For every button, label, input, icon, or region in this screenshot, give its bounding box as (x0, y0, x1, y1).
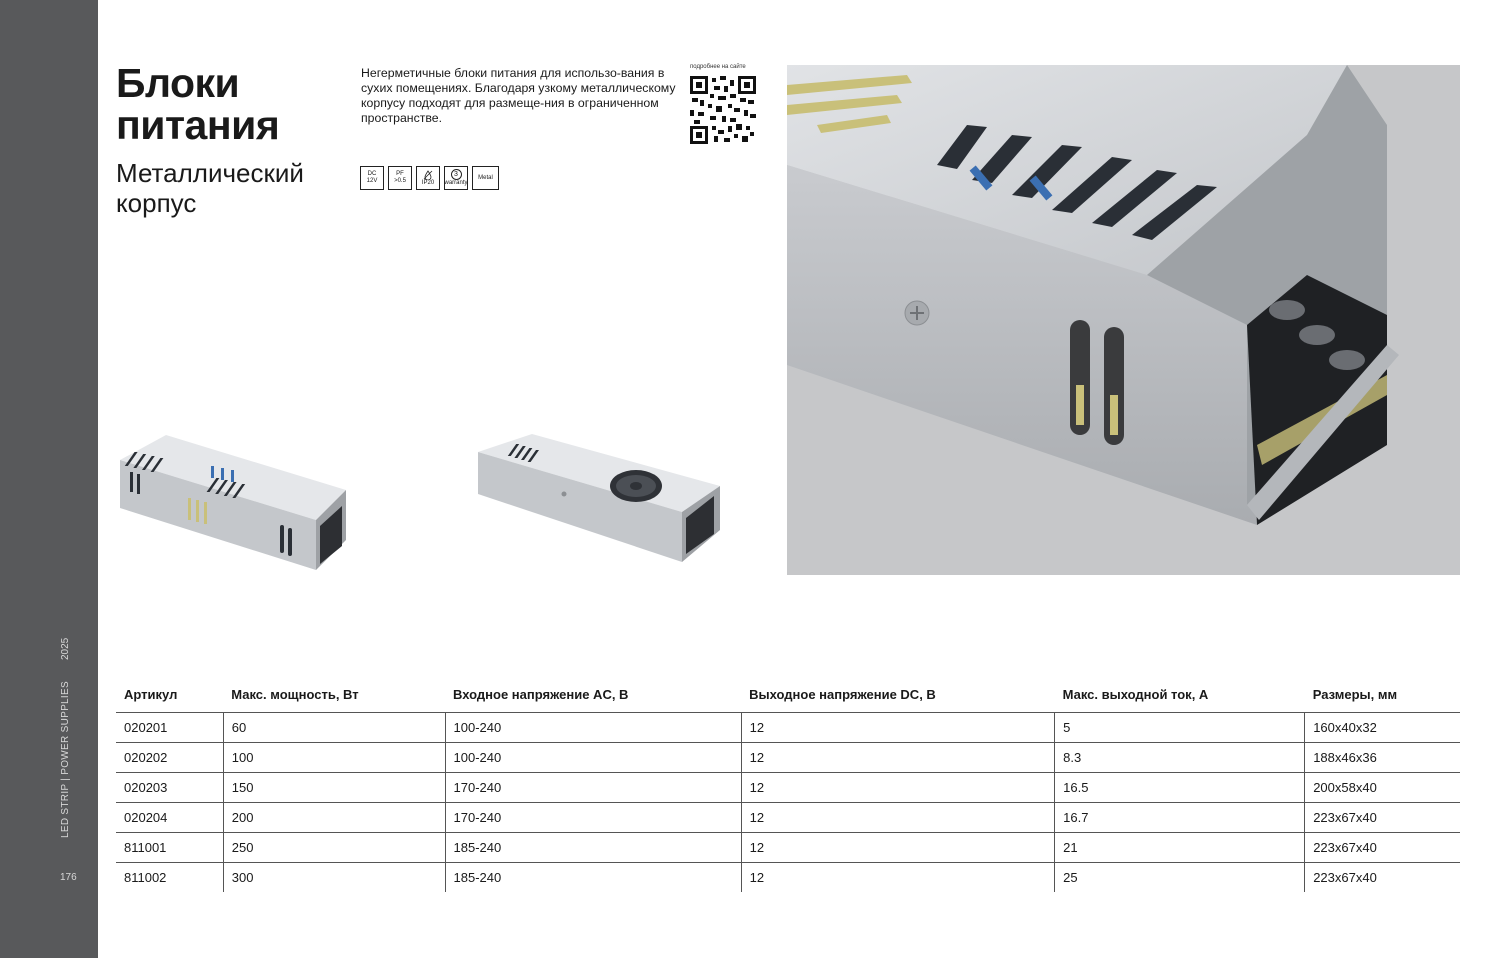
table-row (116, 863, 1460, 893)
table-row (116, 833, 1460, 863)
icon-bottom-text: IP20 (421, 179, 435, 186)
page-subtitle (116, 158, 304, 218)
table-cell: 185-240 (445, 833, 741, 863)
table-cell: 200 (223, 803, 445, 833)
warranty-icon (444, 166, 468, 190)
table-cell: 12 (741, 803, 1055, 833)
table-cell: 16.5 (1055, 773, 1305, 803)
table-cell: 21 (1055, 833, 1305, 863)
table-cell: 020203 (116, 773, 223, 803)
icon-bottom-text: warranty (444, 180, 468, 186)
qr-label: подробнее на сайте (690, 64, 746, 70)
table-cell: 188x46x36 (1305, 743, 1460, 773)
icon-bottom-text: >0.5 (394, 178, 406, 184)
product-closeup-photo (787, 65, 1460, 575)
table-cell: 020204 (116, 803, 223, 833)
column-header: Размеры, мм (1305, 676, 1460, 713)
power-supply-closeup-image (787, 65, 1460, 575)
product-description: Негерметичные блоки питания для использо-вания в сухих помещениях. Благодаря узкому металлическому корпусу подходят для размеще-ния в ограниченном пространстве. (361, 66, 676, 125)
sidebar-year: 2025 (60, 637, 71, 660)
table-row (116, 773, 1460, 803)
drop-crossed-icon (423, 170, 433, 180)
table-cell: 170-240 (445, 773, 741, 803)
title-line-2: питания (116, 102, 280, 148)
title-line-1: Блоки (116, 60, 240, 106)
table-cell: 100-240 (445, 743, 741, 773)
metal-case-icon (472, 166, 499, 190)
dc-12v-icon (360, 166, 384, 190)
sidebar-section-label: LED STRIP | POWER SUPPLIES (60, 681, 71, 838)
table-cell: 185-240 (445, 863, 741, 893)
table-row (116, 743, 1460, 773)
table-cell: 150 (223, 773, 445, 803)
table-header-row (116, 676, 1460, 713)
table-cell: 223x67x40 (1305, 863, 1460, 893)
table-cell: 5 (1055, 713, 1305, 743)
icon-top-text: PF (396, 171, 404, 177)
column-header: Артикул (116, 676, 223, 713)
page-title (116, 62, 279, 146)
table-cell: 020201 (116, 713, 223, 743)
table-cell: 811001 (116, 833, 223, 863)
subtitle-line-2: корпус (116, 188, 197, 218)
table-cell: 250 (223, 833, 445, 863)
table-cell: 12 (741, 743, 1055, 773)
sidebar (0, 0, 98, 958)
column-header: Входное напряжение AC, В (445, 676, 741, 713)
page-number: 176 (60, 872, 77, 883)
table-row (116, 803, 1460, 833)
power-supply-product-image-1 (116, 430, 348, 590)
table-cell: 8.3 (1055, 743, 1305, 773)
icon-top-text: DC (367, 171, 377, 177)
table-cell: 12 (741, 863, 1055, 893)
table-cell: 200x58x40 (1305, 773, 1460, 803)
qr-code-icon[interactable] (690, 76, 756, 144)
table-cell: 12 (741, 773, 1055, 803)
table-row (116, 713, 1460, 743)
specifications-table (116, 676, 1460, 892)
icon-bottom-text: 12V (366, 178, 378, 184)
power-factor-icon (388, 166, 412, 190)
column-header: Выходное напряжение DC, В (741, 676, 1055, 713)
warranty-years: 3 (451, 169, 462, 180)
table-cell: 100-240 (445, 713, 741, 743)
table-cell: 16.7 (1055, 803, 1305, 833)
table-cell: 300 (223, 863, 445, 893)
power-supply-product-image-2 (476, 430, 722, 580)
column-header: Макс. мощность, Вт (223, 676, 445, 713)
table-cell: 60 (223, 713, 445, 743)
feature-icons (360, 166, 499, 190)
table-cell: 12 (741, 833, 1055, 863)
table-cell: 811002 (124, 870, 167, 885)
ip20-icon (416, 166, 440, 190)
table-cell: 020202 (116, 743, 223, 773)
table-cell: 223x67x40 (1305, 803, 1460, 833)
table-cell: 25 (1055, 863, 1305, 893)
table-cell: 100 (223, 743, 445, 773)
table-cell: 170-240 (445, 803, 741, 833)
table-cell: 160x40x32 (1305, 713, 1460, 743)
icon-top-text: Metal (478, 174, 493, 181)
table-cell: 12 (741, 713, 1055, 743)
table-cell: 223x67x40 (1305, 833, 1460, 863)
column-header: Макс. выходной ток, А (1055, 676, 1305, 713)
subtitle-line-1: Металлический (116, 158, 304, 188)
